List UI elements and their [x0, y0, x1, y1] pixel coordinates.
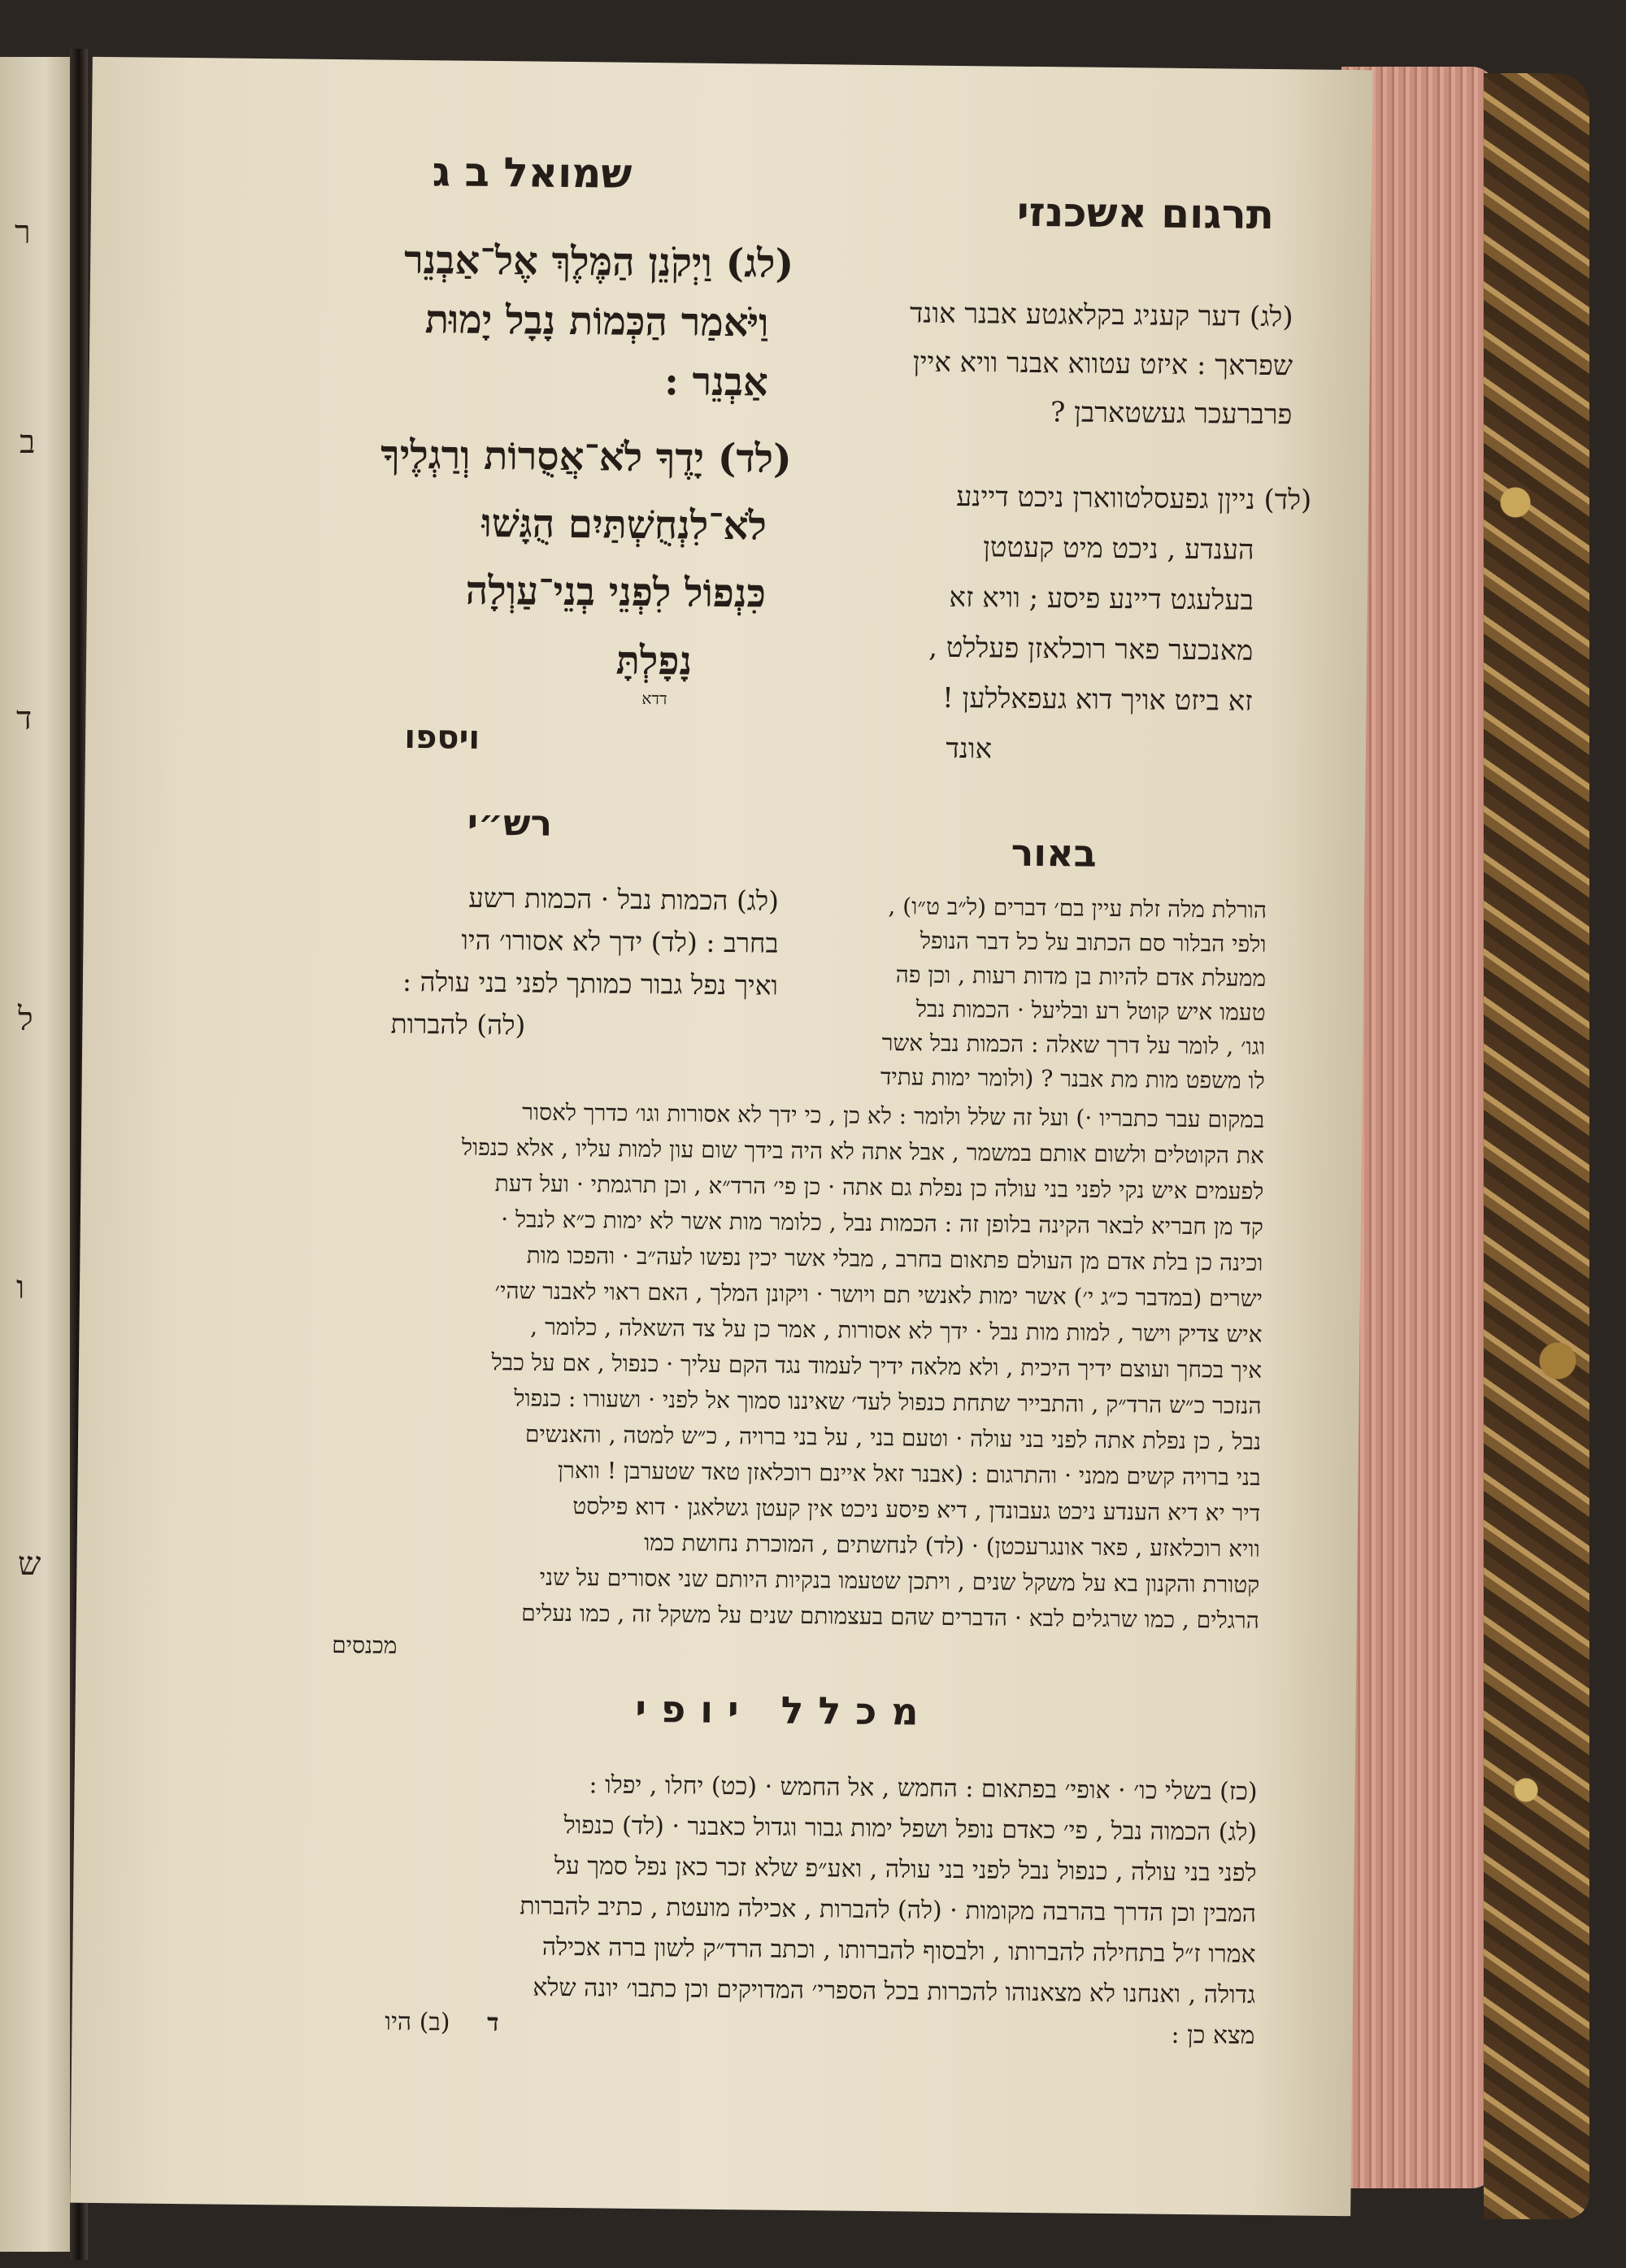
verse-33-line-1: (לג) וַיְקֹנֵן הַמֶּלֶךְ אֶל־אַבְנֵר [403, 237, 794, 287]
rashi-line-2: בחרב : (לד) ידך לא אסורו׳ היו [461, 923, 779, 959]
rashi-line-3: ואיך נפל גבור כמותך לפני בני עולה : [402, 965, 779, 1001]
accent-mark: דדא [641, 688, 667, 709]
biur-line: במקום עבר כתבריו ·) ועל זה שלל ולומר : לא כן , כי ידך לא אסורות וגו׳ כדרך לאסור [522, 1098, 1265, 1133]
facing-page-edge [0, 57, 75, 2252]
biur-line: הנזכר כ״ש הרד״ק , והתבייר שתחת כנפול לעד׳ שאיננו סמוך אל לפני · ושעורו : כנפול [514, 1384, 1262, 1419]
michlal-line: מצא כן : [1171, 2020, 1255, 2050]
targum-v34-line-4: מאנכער פאר רוכלאזן פעללט , [928, 631, 1254, 667]
biur-line: ישרים (במדבר כ״ג י׳) אשר ימות לאנשי תם ויושר · ויקונן המלך , האם ראוי לאבנר שהי׳ [494, 1277, 1263, 1312]
catchword-bottom: (ב) היו [385, 2007, 450, 2037]
michlal-line: (לג) הכמוה נבל , פי׳ כאדם נופל ושפל ימות גבור וגדול כאבנר · (לד) כנפול [563, 1811, 1258, 1847]
biur-right-line-4: טעמו איש קוטל רע ובליעל · הכמות נבל [915, 995, 1266, 1026]
facing-page-mark: ל [18, 1001, 33, 1038]
biur-line: קטורת והקנון בא על משקל שנים , ויתכן שטעמו בנקיות היותם שני אסורים על שני [539, 1563, 1260, 1598]
michlal-line: גדולה , ואנחנו לא מצאנוהו להכרות בכל הספרי׳ המדויקים וכן כתבו׳ יונה שלא [533, 1973, 1256, 2009]
biur-line: הרגלים , כמו שרגלים לבא · הדברים שהם בעצמותם שנים על משקל זה , כמו נעלים [521, 1599, 1259, 1634]
biur-line: איש צדיק וישר , למות מות נבל · ידך לא אסורות , אמר כן על צד השאלה , כלומר , [530, 1313, 1263, 1348]
michlal-line: לפני בני עולה , כנפול נבל לפני בני עולה , ואע״פ שלא זכר כאן נפל סמך על [554, 1851, 1257, 1888]
biur-line: קד מן חבריא לבאר הקינה בלופן זה : הכמות נבל , כלומר מות אשר לא ימות כ״א לנבל · [501, 1206, 1264, 1240]
targum-v34-line-5: זא ביזט אויך דוא געפאללען ! [941, 681, 1253, 718]
catchword-hebrew: ויספו [404, 718, 480, 757]
verse-34-line-4: נָפָלְתָּ [615, 637, 693, 684]
verse-33-line-3: אַבְנֵר : [663, 358, 769, 406]
targum-v33-line-3: פרברעכר געשטארבן ? [1050, 396, 1293, 432]
facing-page-mark: ב [20, 424, 36, 461]
verse-34-line-1: (לד) יָדֶךָ לֹא־אֲסֻרוֹת וְרַגְלֶיךָ [380, 432, 793, 482]
biur-line: לפעמים איש נקי לפני בני עולה כן נפלת גם אתה · כן פי׳ הרד״א , וכן תרגמתי · ועל דעת [494, 1170, 1264, 1205]
biur-line: וויא רוכלאזע , פאר אונגרעכטן) · (לד) לנחשתים , המוכרת נחושת כמו [644, 1529, 1260, 1562]
facing-page-mark: ש [18, 1545, 41, 1583]
michlal-line: (כז) בשלי כו׳ · אופי׳ בפתאום : החמש , אל החמש · (כט) יחלו , יפלו : [589, 1771, 1258, 1806]
marbled-cover [1484, 73, 1589, 2219]
biur-line: איך בכחך ועוצם ידיך היכית , ולא מלאה ידיך לעמוד נגד הקם עליך · כנפול , אם על כבל [491, 1349, 1263, 1384]
targum-v34-line-2: הענדע , ניכט מיט קעטטן [982, 531, 1254, 567]
facing-page-mark: ר [15, 214, 31, 251]
biur-heading: באור [1011, 830, 1097, 875]
rashi-line-4: (לה) להברות [390, 1007, 526, 1041]
biur-right-line-2: ולפי הבלור סם הכתוב על כל דבר הנופל [920, 927, 1267, 958]
biur-right-line-5: וגו׳ , לומר על דרך שאלה : הכמות נבל אשר [881, 1029, 1266, 1060]
targum-catchword: אונד [946, 732, 993, 766]
biur-line: את הקוטלים ולשום אותם במשמר , אבל אתה לא היה בידך שום עון למות עליו , אלא כנפול [461, 1133, 1264, 1169]
biur-line: דיר יא דיא הענדע ניכט געבונדן , דיא פיסע ניכט אין קעטן גשלאגן · דוא פילסט [572, 1492, 1261, 1527]
verse-33-line-2: וַיֹּאמַר הַכְּמוֹת נָבָל יָמוּת [424, 297, 769, 346]
rashi-heading: רש״י [467, 802, 553, 845]
biur-tail: מכנסים [332, 1631, 398, 1659]
targum-v34-line-1: (לד) נייןן גפעסלטווארן ניכט דיינע [955, 480, 1312, 517]
biur-line: נבל , כן נפלת אתה לפני בני עולה · וטעם בני , על בני ברויה , כ״ש למטה , והאנשים [524, 1420, 1262, 1455]
michlal-heading: מכלל יופי [635, 1686, 933, 1734]
targum-v33-line-2: שפראך : איזט עטווא אבנר וויא איין [912, 345, 1293, 383]
verse-34-line-2: לֹא־לִנְחֻשְׁתַּיִם הֻגָּשׁוּ [481, 500, 767, 550]
biur-right-line-3: ממעלת אדם להיות בן מדות רעות , וכן פה [895, 961, 1267, 992]
verse-34-line-3: כִּנְפוֹל לִפְנֵי בְנֵי־עַוְלָה [465, 567, 767, 617]
michlal-line: המבין וכן הדרך בהרבה מקומות · (לה) להברות , אכילה מועטת , כתיב להברות [520, 1892, 1257, 1928]
book-title-header: שמואל ב ג [432, 148, 633, 198]
facing-page-mark: ד [16, 700, 33, 737]
signature-mark: ד [486, 2009, 499, 2038]
targum-header: תרגום אשכנזי [1016, 188, 1275, 239]
book-page [70, 57, 1373, 2216]
michlal-line: אמרו ז״ל בתחילה להברותו , ולבסוף להברותו , וכתב הרד״ק לשון ברה אכילה [541, 1932, 1256, 1969]
biur-line: וכינה כן בלת אדם מן העולם פתאום בחרב , מבלי אשר יכין נפשו לעה״ב · והפכו מות [526, 1241, 1263, 1276]
facing-page-mark: ו [16, 1269, 25, 1306]
rashi-line-1: (לג) הכמות נבל · הכמות רשע [468, 881, 780, 917]
targum-v33-line-1: (לג) דער קעניג בקלאגטע אבנר אונד [909, 297, 1293, 334]
biur-right-line-6: לו משפט מות מת אבנר ? (ולומר ימות עתיד [880, 1063, 1265, 1094]
biur-line: בני ברויה קשים ממני · והתרגום : (אבנר זאל איינם רוכלאזן טאד שטערבן ! ווארן [557, 1456, 1261, 1491]
biur-right-line-1: הורלת מלה זלת עיין בם׳ דברים (ל״ב ט״ו) , [888, 893, 1267, 924]
targum-v34-line-3: בעלעגט דיינע פיסע ; וויא זא [949, 580, 1254, 617]
